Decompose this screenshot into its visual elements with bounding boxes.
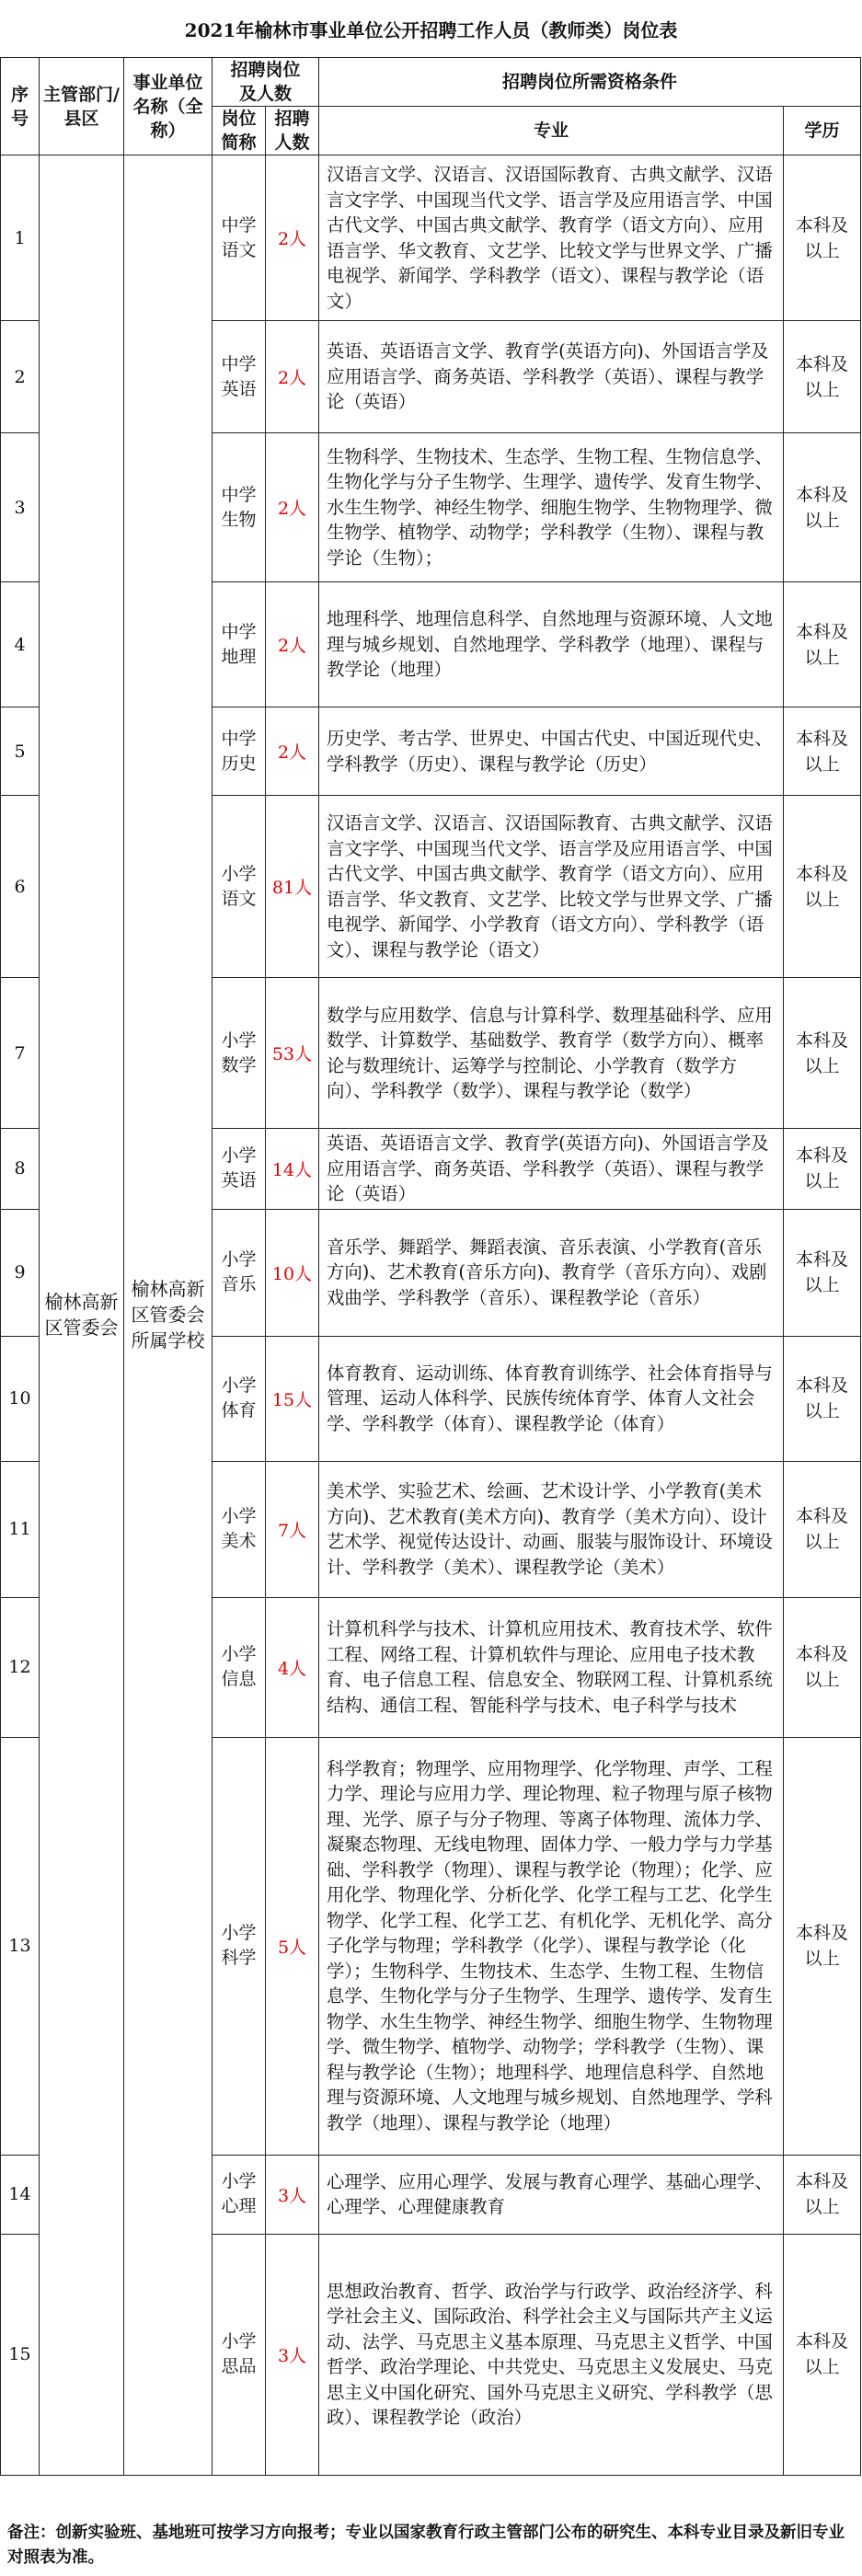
row-edu: 本科及以上 — [784, 433, 861, 582]
row-seq: 13 — [1, 1737, 40, 2155]
row-post: 小学数学 — [213, 978, 266, 1129]
row-count: 15人 — [266, 1336, 319, 1461]
row-count: 10人 — [266, 1209, 319, 1336]
row-seq: 1 — [1, 155, 40, 321]
row-major: 心理学、应用心理学、发展与教育心理学、基础心理学、心理学、心理健康教育 — [319, 2155, 784, 2234]
row-edu: 本科及以上 — [784, 1336, 861, 1461]
row-seq: 12 — [1, 1597, 40, 1737]
row-edu: 本科及以上 — [784, 1461, 861, 1597]
header-row-top — [1, 58, 861, 107]
row-major: 思想政治教育、哲学、政治学与行政学、政治经济学、科学社会主义、国际政治、科学社会主义与国际共产主义运动、法学、马克思主义基本原理、马克思主义哲学、中国哲学、政治学理论、中共党史、马克思主义发展史、马克思主义中国化研究、国外马克思主义研究、学科教学（思政）、课程教学论（政治） — [319, 2234, 784, 2475]
header-post-group: 招聘岗位及人数 — [213, 58, 319, 107]
row-edu: 本科及以上 — [784, 978, 861, 1129]
row-seq: 14 — [1, 2155, 40, 2234]
row-seq: 7 — [1, 978, 40, 1129]
row-count: 14人 — [266, 1129, 319, 1210]
table-row — [1, 155, 861, 321]
header-edu: 学历 — [784, 107, 861, 155]
row-major: 美术学、实验艺术、绘画、艺术设计学、小学教育(美术方向)、艺术教育(美术方向)、教育学（美术方向）、设计艺术学、视觉传达设计、动画、服装与服饰设计、环境设计、学科教学（美术）、课程教学论（美术） — [319, 1461, 784, 1597]
row-count: 2人 — [266, 707, 319, 796]
row-major: 音乐学、舞蹈学、舞蹈表演、音乐表演、小学教育(音乐方向)、艺术教育(音乐方向)、教育学（音乐方向）、戏剧戏曲学、学科教学（音乐）、课程教学论（音乐） — [319, 1209, 784, 1336]
header-post-count: 招聘人数 — [266, 107, 319, 155]
row-post: 中学英语 — [213, 321, 266, 433]
header-seq: 序号 — [1, 58, 40, 155]
row-major: 生物科学、生物技术、生态学、生物工程、生物信息学、生物化学与分子生物学、生理学、遗传学、发育生物学、水生生物学、神经生物学、细胞生物学、生物物理学、微生物学、植物学、动物学；学科教学（生物）、课程与教学论（生物）； — [319, 433, 784, 582]
row-post: 中学地理 — [213, 582, 266, 707]
header-req-group: 招聘岗位所需资格条件 — [319, 58, 861, 107]
row-major: 科学教育；物理学、应用物理学、化学物理、声学、工程力学、理论与应用力学、理论物理、粒子物理与原子核物理、光学、原子与分子物理、等离子体物理、流体力学、凝聚态物理、无线电物理、固体力学、一般力学与力学基础、学科教学（物理）、课程与教学论（物理）；化学、应用化学、物理化学、分析化学、化学工程与工艺、化学生物学、化学工程、化学工艺、有机化学、无机化学、高分子化学与物理；学科教学（化学）、课程与教学论（化学）；生物科学、生物技术、生态学、生物工程、生物信息学、生物化学与分子生物学、生理学、遗传学、发育生物学、水生生物学、神经生物学、细胞生物学、生物物理学、微生物学、植物学、动物学；学科教学（生物）、课程与教学论（生物）；地理科学、地理信息科学、自然地理与资源环境、人文地理与城乡规划、自然地理学、学科教学（地理）、课程与教学论（地理） — [319, 1737, 784, 2155]
row-post: 小学美术 — [213, 1461, 266, 1597]
page-title: 2021年榆林市事业单位公开招聘工作人员（教师类）岗位表 — [184, 18, 678, 41]
row-edu: 本科及以上 — [784, 582, 861, 707]
row-edu: 本科及以上 — [784, 2234, 861, 2475]
row-seq: 5 — [1, 707, 40, 796]
row-seq: 9 — [1, 1209, 40, 1336]
row-major: 计算机科学与技术、计算机应用技术、教育技术学、软件工程、网络工程、计算机软件与理论、应用电子技术教育、电子信息工程、信息安全、物联网工程、计算机系统结构、通信工程、智能科学与技术、电子科学与技术 — [319, 1597, 784, 1737]
position-table — [0, 57, 861, 2476]
row-major: 汉语言文学、汉语言、汉语国际教育、古典文献学、汉语言文字学、中国现当代文学、语言学及应用语言学、中国古代文学、中国古典文献学、教育学（语文方向）、应用语言学、华文教育、文艺学、比较文学与世界文学、广播电视学、新闻学、小学教育（语文方向）、学科教学（语文）、课程与教学论（语文） — [319, 796, 784, 978]
row-count: 5人 — [266, 1737, 319, 2155]
row-edu: 本科及以上 — [784, 2155, 861, 2234]
row-major: 英语、英语语言文学、教育学(英语方向)、外国语言学及应用语言学、商务英语、学科教学（英语）、课程与教学论（英语） — [319, 321, 784, 433]
dept-cell: 榆林高新区管委会 — [40, 155, 124, 2476]
row-post: 小学思品 — [213, 2234, 266, 2475]
row-count: 3人 — [266, 2155, 319, 2234]
row-seq: 4 — [1, 582, 40, 707]
row-count: 81人 — [266, 796, 319, 978]
row-post: 小学心理 — [213, 2155, 266, 2234]
row-post: 小学科学 — [213, 1737, 266, 2155]
header-dept: 主管部门/县区 — [40, 58, 124, 155]
row-post: 小学语文 — [213, 796, 266, 978]
header-post-name: 岗位简称 — [213, 107, 266, 155]
row-post: 中学语文 — [213, 155, 266, 321]
row-major: 英语、英语语言文学、教育学(英语方向)、外国语言学及应用语言学、商务英语、学科教学（英语）、课程与教学论（英语） — [319, 1129, 784, 1210]
row-seq: 2 — [1, 321, 40, 433]
row-seq: 6 — [1, 796, 40, 978]
row-count: 2人 — [266, 321, 319, 433]
row-major: 汉语言文学、汉语言、汉语国际教育、古典文献学、汉语言文字学、中国现当代文学、语言学及应用语言学、中国古代文学、中国古典文献学、教育学（语文方向）、应用语言学、华文教育、文艺学、比较文学与世界文学、广播电视学、新闻学、学科教学（语文）、课程与教学论（语文） — [319, 155, 784, 321]
row-count: 2人 — [266, 582, 319, 707]
row-post: 中学历史 — [213, 707, 266, 796]
row-edu: 本科及以上 — [784, 1129, 861, 1210]
row-edu: 本科及以上 — [784, 321, 861, 433]
row-edu: 本科及以上 — [784, 1209, 861, 1336]
row-edu: 本科及以上 — [784, 1597, 861, 1737]
header-major: 专业 — [319, 107, 784, 155]
row-seq: 15 — [1, 2234, 40, 2475]
row-post: 小学英语 — [213, 1129, 266, 1210]
header-unit: 事业单位名称（全称） — [124, 58, 213, 155]
row-edu: 本科及以上 — [784, 796, 861, 978]
row-seq: 10 — [1, 1336, 40, 1461]
row-count: 2人 — [266, 155, 319, 321]
row-major: 地理科学、地理信息科学、自然地理与资源环境、人文地理与城乡规划、自然地理学、学科教学（地理）、课程与教学论（地理） — [319, 582, 784, 707]
row-count: 4人 — [266, 1597, 319, 1737]
row-major: 体育教育、运动训练、体育教育训练学、社会体育指导与管理、运动人体科学、民族传统体育学、体育人文社会学、学科教学（体育）、课程教学论（体育） — [319, 1336, 784, 1461]
row-count: 7人 — [266, 1461, 319, 1597]
row-edu: 本科及以上 — [784, 155, 861, 321]
row-edu: 本科及以上 — [784, 707, 861, 796]
row-seq: 11 — [1, 1461, 40, 1597]
row-post: 小学体育 — [213, 1336, 266, 1461]
row-count: 53人 — [266, 978, 319, 1129]
row-count: 3人 — [266, 2234, 319, 2475]
row-seq: 3 — [1, 433, 40, 582]
row-post: 小学音乐 — [213, 1209, 266, 1336]
unit-cell: 榆林高新区管委会所属学校 — [124, 155, 213, 2476]
row-major: 历史学、考古学、世界史、中国古代史、中国近现代史、学科教学（历史）、课程与教学论（历史） — [319, 707, 784, 796]
footnote: 备注：创新实验班、基地班可按学习方向报考；专业以国家教育行政主管部门公布的研究生、本科专业目录及新旧专业对照表为准。 — [7, 2524, 845, 2567]
row-post: 小学信息 — [213, 1597, 266, 1737]
row-seq: 8 — [1, 1129, 40, 1210]
row-count: 2人 — [266, 433, 319, 582]
row-major: 数学与应用数学、信息与计算科学、数理基础科学、应用数学、计算数学、基础数学、教育学（数学方向）、概率论与数理统计、运筹学与控制论、小学教育（数学方向）、学科教学（数学）、课程与教学论（数学） — [319, 978, 784, 1129]
row-edu: 本科及以上 — [784, 1737, 861, 2155]
row-post: 中学生物 — [213, 433, 266, 582]
